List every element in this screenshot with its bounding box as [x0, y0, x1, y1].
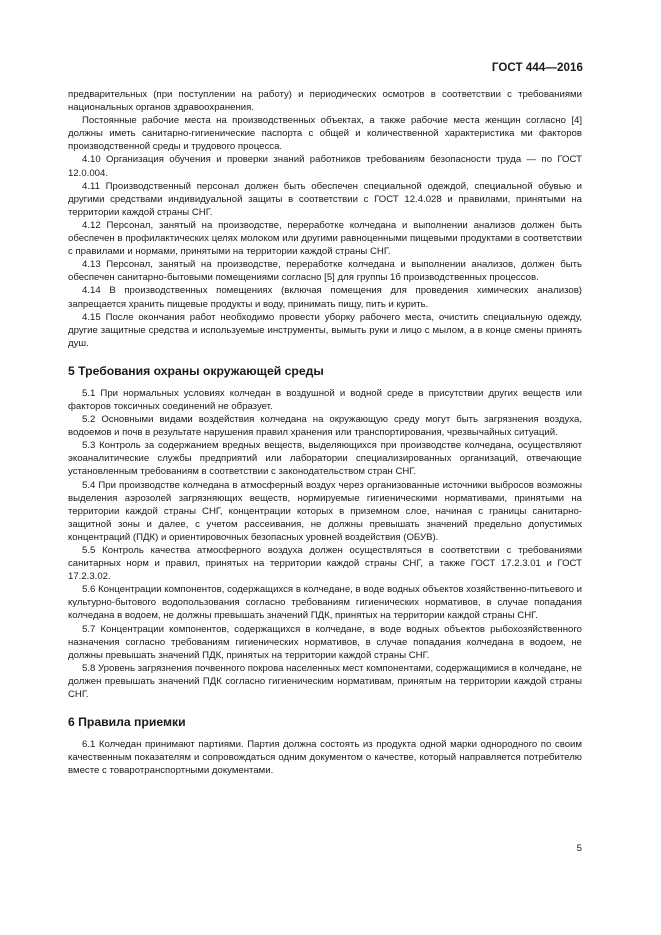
page-number: 5: [576, 843, 582, 854]
paragraph: 4.10 Организация обучения и проверки знаний работников требованиям безопасности труда — по ГОСТ 12.0.004.: [68, 154, 582, 179]
section-heading: 6 Правила приемки: [68, 715, 186, 730]
paragraph: 6.1 Колчедан принимают партиями. Партия должна состоять из продукта одной марки однородного по своим качественным показателям и сопровождаться одним документом о качестве, который направляется потребителю вместе с товаротранспортными документами.: [68, 739, 582, 777]
paragraph: 5.4 При производстве колчедана в атмосферный воздух через организованные источники выбросов возможны выделения аэрозолей загрязняющих веществ, нормируемые гигиеническими нормативами, принятыми на территории каждой страны СНГ, концентрации которых в приземном слое, начиная с границы санитарно-защитной зоны и далее, с учетом рассеивания, не должны превышать значений предельно допустимых концентраций (ПДК) и ориентировочных безопасных уровней воздействия (ОБУВ).: [68, 479, 582, 543]
page-content: [68, 88, 582, 777]
paragraph: 5.5 Контроль качества атмосферного воздуха должен осуществляться в соответствии с требованиями санитарных норм и правил, принятых на территории каждой страны СНГ, а также ГОСТ 17.2.3.01 и ГОСТ 17.2.3.02.: [68, 545, 582, 583]
paragraph: 5.8 Уровень загрязнения почвенного покрова населенных мест компонентами, содержащимися в колчедане, не должен превышать значений ПДК согласно гигиеническим нормативам, принятым на территории каждой страны СНГ.: [68, 662, 582, 701]
paragraph: 5.7 Концентрации компонентов, содержащихся в колчедане, в воде водных объектов рыбохозяйственного назначения согласно требованиям гигиенических нормативов, в случае попадания колчедана в водоем, не должны превышать значений ПДК, принятых на территории каждой страны СНГ.: [68, 623, 582, 661]
paragraph: 4.14 В производственных помещениях (включая помещения для проведения химических анализов) запрещается хранить пищевые продукты и воду, принимать пищу, пить и курить.: [68, 285, 582, 310]
paragraph: 5.3 Контроль за содержанием вредных веществ, выделяющихся при производстве колчедана, осуществляют экоаналитические службы предприятий или лаборатории специализированных организаций, отвечающие установленным требованиям в соответствии с законодательством стран СНГ.: [68, 440, 582, 478]
paragraph: Постоянные рабочие места на производственных объектах, а также рабочие места женщин согласно [4] должны иметь санитарно-гигиенические паспорта с общей и количественной характеристика ми факторов производственной среды и трудового процесса.: [68, 115, 582, 153]
paragraph: предварительных (при поступлении на работу) и периодических осмотров в соответствии с требованиями национальных органов здравоохранения.: [68, 89, 582, 114]
paragraph: 4.12 Персонал, занятый на производстве, переработке колчедана и выполнении анализов должен быть обеспечен в профилактических целях молоком или другими равноценными пищевыми продуктами в соответствии с правилами и нормами, принятыми на территории каждой страны СНГ.: [68, 219, 582, 258]
paragraph: 4.13 Персонал, занятый на производстве, переработке колчедана и выполнении анализов, должен быть обеспечен санитарно-бытовыми помещениями согласно [5] для группы 1б производственных процессов.: [68, 259, 582, 284]
paragraph: 5.1 При нормальных условиях колчедан в воздушной и водной среде в присутствии других веществ или факторов токсичных соединений не образует.: [68, 387, 582, 412]
paragraph: 5.2 Основными видами воздействия колчедана на окружающую среду могут быть загрязнения воздуха, водоемов и почв в результате нарушения правил хранения или транспортирования, чрезвычайных ситуаций.: [68, 414, 582, 439]
paragraph: 5.6 Концентрации компонентов, содержащихся в колчедане, в воде водных объектов хозяйственно-питьевого и культурно-бытового водопользования согласно требованиям гигиенических нормативов, в случае попадания колчедана в водоем, не должны превышать значений ПДК, принятых на территории каждой страны СНГ.: [68, 584, 582, 622]
paragraph: 4.11 Производственный персонал должен быть обеспечен специальной одеждой, специальной обувью и другими средствами индивидуальной защиты в соответствии с ГОСТ 12.4.028 и правилами, принятыми на территории каждой страны СНГ.: [68, 180, 582, 218]
paragraph: 4.15 После окончания работ необходимо провести уборку рабочего места, очистить специальную одежду, другие защитные средства и используемые инструменты, вымыть руки и лицо с мылом, а в конце смены принять душ.: [68, 311, 582, 349]
document-code: ГОСТ 444—2016: [491, 62, 583, 74]
section-heading: 5 Требования охраны окружающей среды: [68, 363, 324, 378]
